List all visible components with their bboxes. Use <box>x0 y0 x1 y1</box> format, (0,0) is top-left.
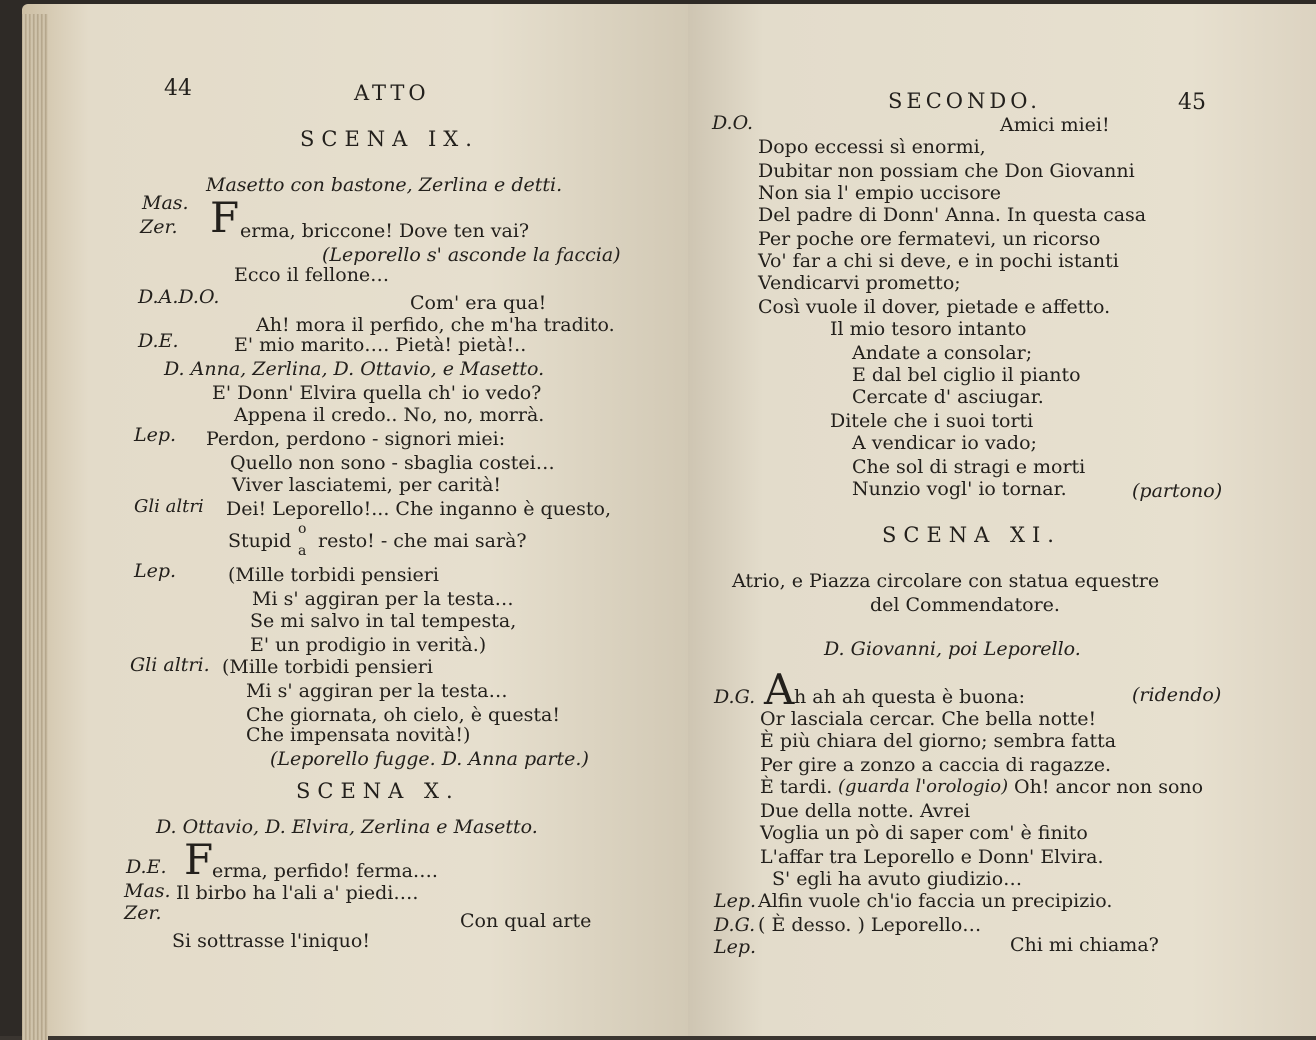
verse-line: Dubitar non possiam che Don Giovanni <box>758 160 1135 182</box>
verse-line: Appena il credo.. No, no, morrà. <box>234 404 545 426</box>
scene-setting: del Commendatore. <box>870 594 1060 616</box>
verse-line: Il mio tesoro intanto <box>830 318 1027 340</box>
page-number: 44 <box>164 76 192 101</box>
verse-line: Si sottrasse l'iniquo! <box>172 930 370 952</box>
verse-line: (Mille torbidi pensieri <box>222 656 433 678</box>
verse-line: Ecco il fellone… <box>234 264 390 286</box>
verse-line: Andate a consolar; <box>852 342 1033 364</box>
speaker-label: D.A.D.O. <box>138 286 220 308</box>
verse-line: Alfin vuole ch'io faccia un precipizio. <box>758 890 1113 912</box>
verse-line: Che giornata, oh cielo, è questa! <box>246 704 560 726</box>
verse-line: Or lasciala cercar. Che bella notte! <box>760 708 1097 730</box>
verse-line: Per gire a zonzo a caccia di ragazze. <box>760 754 1111 776</box>
verse-line: Per poche ore fermatevi, un ricorso <box>758 228 1101 250</box>
verse-line: Mi s' aggiran per la testa… <box>246 680 508 702</box>
stage-direction: Masetto con bastone, Zerlina e detti. <box>206 174 563 196</box>
verse-line: Che impensata novità!) <box>246 724 471 746</box>
drop-capital: F <box>210 193 240 242</box>
verse-line: Con qual arte <box>460 910 592 932</box>
verse-line: È tardi. <box>760 776 833 798</box>
verse-line: Così vuole il dover, pietade e affetto. <box>758 296 1111 318</box>
scene-title: SCENA IX. <box>300 127 479 151</box>
verse-line: resto! - che mai sarà? <box>318 530 527 552</box>
verse-line: Dopo eccessi sì enormi, <box>758 136 986 158</box>
page-number: 45 <box>1178 90 1206 115</box>
speaker-label: D.E. <box>138 330 179 352</box>
verse-line: Dei! Leporello!... Che inganno è questo, <box>226 498 612 520</box>
verse-line: Se mi salvo in tal tempesta, <box>250 610 517 632</box>
verse-line: erma, briccone! Dove ten vai? <box>240 220 530 242</box>
verse-line: Voglia un pò di saper com' è finito <box>760 822 1088 844</box>
speaker-label: Zer. <box>140 216 178 238</box>
verse-line: Stupid <box>228 530 292 552</box>
scene-title: SCENA X. <box>296 779 460 803</box>
speaker-label: Gli altri <box>134 496 204 517</box>
speaker-label: Lep. <box>714 890 757 912</box>
verse-line: Amici miei! <box>1000 114 1110 136</box>
stage-direction: (guarda l'orologio) <box>838 776 1009 797</box>
verse-line: S' egli ha avuto giudizio… <box>772 868 1023 890</box>
speaker-label: Mas. <box>124 880 171 902</box>
stage-direction: D. Anna, Zerlina, D. Ottavio, e Masetto. <box>164 358 545 380</box>
speaker-label: D.E. <box>126 856 167 878</box>
page-edges <box>22 14 48 1040</box>
speaker-label: Mas. <box>142 192 189 214</box>
verse-line: Vo' far a chi si deve, e in pochi istanti <box>758 250 1119 272</box>
speaker-label: D.G. <box>714 686 756 708</box>
left-page <box>22 4 688 1036</box>
stage-direction: (ridendo) <box>1132 684 1222 706</box>
speaker-label: D.G. <box>714 914 756 936</box>
verse-line: Perdon, perdono - signori miei: <box>206 428 506 450</box>
stage-direction: D. Ottavio, D. Elvira, Zerlina e Masetto. <box>156 816 538 838</box>
stage-direction: (Leporello fugge. D. Anna parte.) <box>270 748 589 770</box>
running-header: ATTO <box>354 81 430 105</box>
verse-subscript: a <box>298 543 307 559</box>
verse-line: Mi s' aggiran per la testa… <box>252 588 514 610</box>
stage-direction: (partono) <box>1132 480 1223 502</box>
verse-line: Quello non sono - sbaglia costei… <box>230 452 555 474</box>
speaker-label: Zer. <box>124 902 162 924</box>
speaker-label: Lep. <box>134 560 177 582</box>
speaker-label: Lep. <box>714 936 757 958</box>
verse-line: Che sol di stragi e morti <box>852 456 1086 478</box>
speaker-label: Gli altri. <box>130 654 210 676</box>
scene-setting: Atrio, e Piazza circolare con statua equestre <box>732 570 1160 592</box>
verse-line: Nunzio vogl' io tornar. <box>852 478 1067 500</box>
verse-line: h ah ah questa è buona: <box>794 686 1025 708</box>
verse-line: A vendicar io vado; <box>852 432 1037 454</box>
verse-line: Ditele che i suoi torti <box>830 410 1034 432</box>
verse-line: E' Donn' Elvira quella ch' io vedo? <box>212 382 542 404</box>
verse-line: Com' era qua! <box>410 292 547 314</box>
running-header: SECONDO. <box>888 89 1041 113</box>
verse-line: Vendicarvi prometto; <box>758 272 961 294</box>
verse-line: Del padre di Donn' Anna. In questa casa <box>758 204 1147 226</box>
verse-line: E dal bel ciglio il pianto <box>852 364 1081 386</box>
verse-line: E' un prodigio in verità.) <box>250 634 487 656</box>
verse-line: È più chiara del giorno; sembra fatta <box>760 730 1117 752</box>
verse-superscript: o <box>298 521 307 537</box>
verse-line: (Mille torbidi pensieri <box>228 564 439 586</box>
verse-line: Chi mi chiama? <box>1010 934 1159 956</box>
verse-line: Due della notte. Avrei <box>760 800 971 822</box>
drop-capital: F <box>184 835 214 884</box>
verse-line: Cercate d' asciugar. <box>852 386 1044 408</box>
verse-line: Oh! ancor non sono <box>1014 776 1204 798</box>
speaker-label: D.O. <box>712 112 754 134</box>
speaker-label: Lep. <box>134 424 177 446</box>
verse-line: E' mio marito…. Pietà! pietà!.. <box>234 334 527 356</box>
scene-title: SCENA XI. <box>882 523 1061 547</box>
right-page <box>688 4 1316 1036</box>
stage-direction: (Leporello s' asconde la faccia) <box>322 244 621 266</box>
stage-direction: D. Giovanni, poi Leporello. <box>824 638 1081 660</box>
verse-line: Viver lasciatemi, per carità! <box>232 474 502 496</box>
verse-line: erma, perfido! ferma…. <box>212 860 438 882</box>
verse-line: Non sia l' empio uccisore <box>758 182 1001 204</box>
verse-line: L'affar tra Leporello e Donn' Elvira. <box>760 846 1104 868</box>
verse-line: Ah! mora il perfido, che m'ha tradito. <box>256 314 615 336</box>
verse-line: ( È desso. ) Leporello… <box>758 914 982 936</box>
drop-capital: A <box>764 665 795 714</box>
verse-line: Il birbo ha l'ali a' piedi…. <box>176 882 419 904</box>
